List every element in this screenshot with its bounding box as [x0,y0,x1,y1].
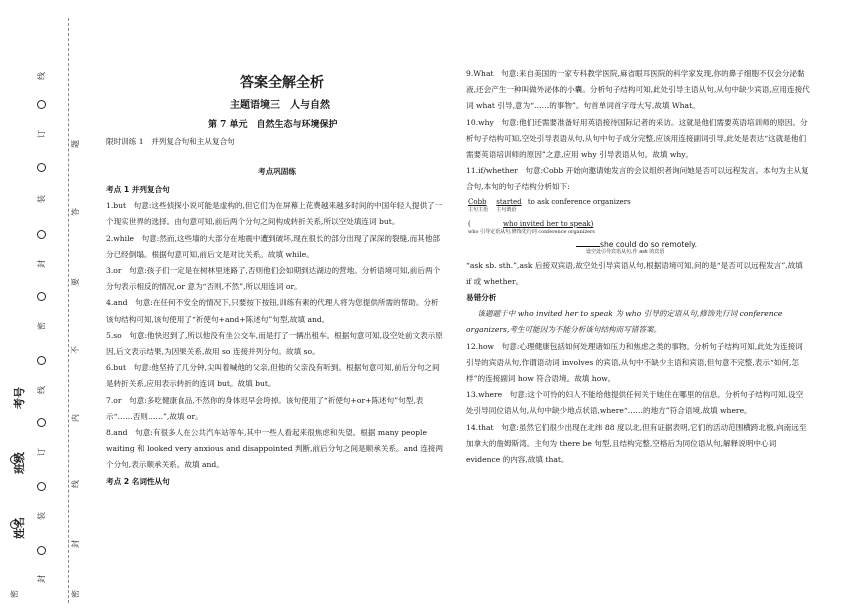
answer-item: 5.so 句意:他快迟到了,所以他没有坐公交车,而是打了一辆出租车。根据句意可知,设空处前文表示原因,后文表示结果,为因果关系,故用 so 连接并列分句。故填 so。 [106,330,443,357]
answer-item: 8.and 句意:有很多人在公共汽车站等车,其中一些人看起来很焦虑和失望。根据 many people waiting 和 looked very anxious and disappointed 判断,前后分句之间是顺承关系。and 连接两个分句,表示顺承关系。故填 and。 [106,428,444,470]
binding-inner-char: 要 [71,278,80,286]
binding-inner-char: 题 [71,140,80,148]
binding-hole [37,292,46,301]
binding-inner-char: 不 [71,346,80,354]
diagram-clause-note: who 引导定语从句,修饰先行词 conference organizers [468,228,595,235]
binding-inner-char: 线 [71,480,80,488]
binding-char: 密 [37,322,46,330]
binding-inner-char: 答 [71,208,80,216]
binding-char: 订 [37,448,46,456]
answer-item: 10.why 句意:他们还需要准备好用英语接待国际记者的采访。这就是他们需要英语培训师的原因。分析句子结构可知,空处引导表语从句,从句中句子成分完整,应该用连接副词引导,此处是表达“这就是他们需要英语培训师的原因”之意,应用 why 引导表语从句。故填 why。 [466,117,808,160]
theme-title: 主题语境三 人与自然 [230,100,330,111]
binding-char: 封 [37,260,46,268]
sentence-diagram [466,196,810,258]
field-id-label: 考号 [13,387,26,409]
diagram-verb-note: 主句谓语 [496,206,517,213]
right-column [466,66,810,468]
binding-inner-char: 封 [71,540,80,548]
unit-title: 第 7 单元 自然生态与环境保护 [208,120,338,130]
binding-char: 封 [37,575,46,583]
binding-hole [37,418,46,427]
binding-hole [37,482,46,491]
section-title: 考点巩固练 [258,167,296,176]
binding-char: 装 [37,195,46,203]
answer-item: 1.but 句意:这些侦探小说可能是虚构的,但它们为在屏幕上花费越来越多时间的中国年轻人提供了一个现实世界的选择。由句意可知,前后两个分句之间构成转折关系,所以空处填连词 but。 [106,201,443,227]
binding-inner-char: 内 [71,414,80,422]
binding-inner-char: 密 [71,590,80,598]
answer-item: 3.or 句意:孩子们一定是在树林里迷路了,否则他们会如期到达湖边的营地。分析语境可知,前后两个分句表示相反的情况,or 意为“否则,不然”,所以用连词 or。 [106,266,441,292]
answer-item: 6.but 句意:他坚持了几分钟,尖叫着喊他的父亲,但他的父亲没有听到。根据句意可知,前后分句之间是转折关系,应用表示转折的连词 but。故填 but。 [106,363,440,389]
diagram-subject-note: 主句主语 [468,206,489,213]
answer-item: 4.and 句意:在任何不安全的情况下,只要按下按钮,训练有素的代理人将为您提供所需的帮助。分析该句结构可知,该句使用了“祈使句+and+陈述句”句型,故填 and。 [106,298,439,324]
diagram-object-note: 设空处引导宾语从句,作 ask 的宾语 [586,248,665,255]
diagram-paren: ( [468,219,471,228]
diagram-clause: who invited her to speak) [502,219,594,228]
binding-hole [37,100,46,109]
answer-item: 7.or 句意:多吃健康食品,不然你的身体迟早会垮掉。该句使用了“祈使句+or+陈述句”句型,表示“……否则……”,故填 or。 [106,395,424,421]
diagram-rest: to ask conference organizers [527,197,631,206]
binding-hole [37,546,46,555]
binding-char: 密 [10,590,19,598]
binding-strip [0,0,100,608]
kp1-heading: 考点 1 并列复合句 [106,185,170,194]
answer-explanation: “ask sb. sth.”,ask 后接双宾语,故空处引导宾语从句,根据语境可知,问的是“是否可以远程发言”,故填 if 或 whether。 [466,260,803,286]
page-title: 答案全解全析 [240,75,324,91]
answer-item: 14.that 句意:虽然它们很少出现在北纬 88 度以北,但有证据表明,它们的活动范围横跨北极,向南远至加拿大的詹姆斯湾。主句为 there be 句型,且结构完整,空格后为同位语从句,解释说明中心词 evidence 的内容,故填 that。 [466,422,807,465]
tip-heading: 易错分析 [466,293,497,303]
binding-char: 装 [37,512,46,520]
diagram-verb: started [496,197,522,206]
binding-hole [37,230,46,239]
field-name-label: 姓名 [13,517,26,539]
cut-line [68,18,69,603]
diagram-subject: Cobb [468,197,487,206]
drill-title: 限时训练 1 并列复合句和主从复合句 [106,137,235,146]
tip-text: 该题题干中 who invited her to speak 为 who 引导的定语从句,修饰先行词 conference organizers,考生可能因为不能分析该句结构而写错答案。 [466,309,783,335]
answer-item: 13.where 句意:这个可怜的妇人不能给他提供任何关于她住在哪里的信息。分析句子结构可知,设空处引导同位语从句,从句中缺少地点状语,where“……的地方”符合语境,故填 where。 [466,390,804,416]
kp2-heading: 考点 2 名词性从句 [106,476,170,486]
answer-item: 9.What 句意:来自美国的一家专科教学医院,麻省眼耳医院的科学家发现,你的鼻子细胞不仅会分泌黏液,还会产生一种叫做外泌体的小囊。分析句子结构可知,此处引导主语从句,从句中缺少宾语,应用连接代词 what 引导,意为“……的事物”。句首单词首字母大写,故填 What。 [466,69,810,111]
binding-char: 线 [37,386,46,394]
left-column [106,182,446,490]
binding-hole [37,356,46,365]
field-class-label: 班级 [13,452,26,474]
diagram-object-clause: she could do so remotely. [600,239,697,249]
binding-hole [37,163,46,172]
binding-char: 订 [37,130,46,138]
answer-item: 2.while 句意:然而,这些墙的大部分在地震中遭到破坏,现在很长的部分出现了深深的裂缝,而其他部分已经倒塌。根据句意可知,前后文是对比关系。故填 while。 [106,233,440,259]
answer-item: 11.if/whether 句意:Cobb 开始向邀请她发言的会议组织者询问她是否可以远程发言。本句为主从复合句,本句的句子结构分析如下: [466,166,809,192]
answer-item: 12.how 句意:心理健康包括如何处理诸如压力和焦虑之类的事物。分析句子结构可知,此处为连接词引导的宾语从句,作谓语动词 involves 的宾语,从句中不缺少主语和宾语,但句意不完整,表示“如何,怎样”的连接副词 how 符合语境。故填 how。 [466,341,803,384]
binding-char: 线 [37,72,46,80]
